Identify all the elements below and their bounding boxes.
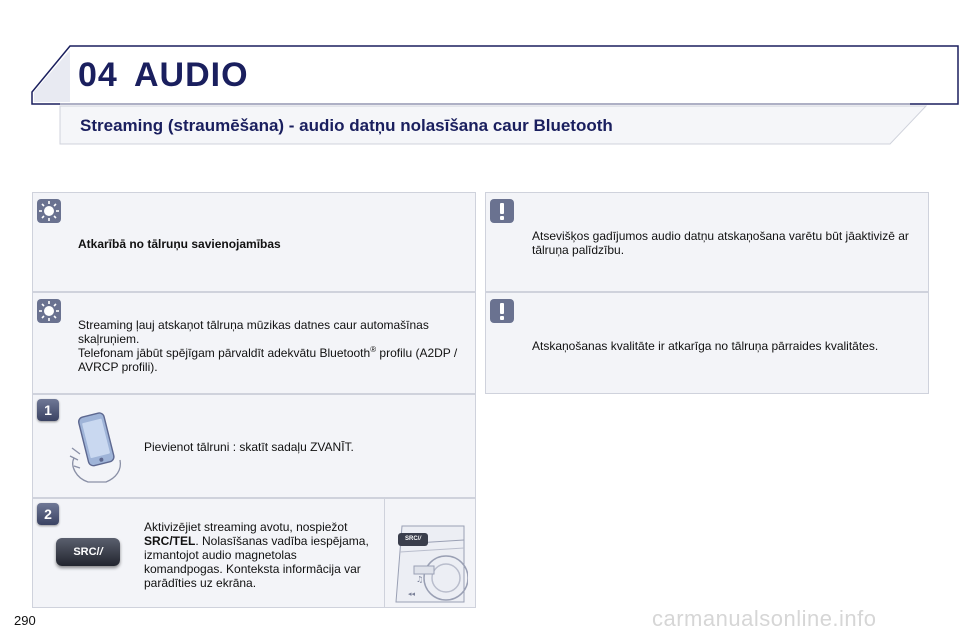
quality-warning: Atskaņošanas kvalitāte ir atkarīga no tālruņa pārraides kvalitātes. [532,339,879,353]
chapter-number: 04 [78,56,118,94]
warning-exclamation-icon [489,198,515,224]
dashboard-src-label: SRC// [398,533,428,546]
tip-bulb-icon [36,198,62,224]
svg-text:♫: ♫ [416,575,424,584]
page-subtitle: Streaming (straumēšana) - audio datņu nolasīšana caur Bluetooth [80,116,613,135]
phone-in-hand-icon [66,408,132,484]
activate-streaming-instruction: Aktivizējiet streaming avotu, nospiežot SRC/TEL. Nolasīšanas vadība iespējama, izmantojot audio magnetolas komandpogas. Konteksta informācija var parādīties uz ekrāna. [144,520,369,590]
tip-bulb-icon [36,298,62,324]
streaming-description: Streaming ļauj atskaņot tālruņa mūzikas datnes caur automašīnas skaļruņiem. [78,318,429,346]
watermark-text: carmanualsonline.info [652,606,877,631]
warning-exclamation-icon [489,298,515,324]
src-tel-button[interactable]: SRC// [56,538,120,566]
step-number-badge: 1 [37,399,59,421]
panel-divider [384,498,385,608]
connect-phone-instruction: Pievienot tālruni : skatīt sadaļu ZVANĪT. [144,440,354,454]
step-number-badge: 2 [37,503,59,525]
activation-warning: Atsevišķos gadījumos audio datņu atskaņošana varētu būt jāaktivizē ar tālruņa palīdzību. [532,229,909,257]
bluetooth-profile-note: Telefonam jābūt spējīgam pārvaldīt adekvātu Bluetooth® profilu (A2DP / AVRCP profili). [78,345,458,374]
page-number: 290 [14,613,36,628]
compatibility-note: Atkarībā no tālruņu savienojamības [78,237,281,251]
svg-text:◂◂: ◂◂ [408,590,416,598]
chapter-title: AUDIO [134,56,249,94]
